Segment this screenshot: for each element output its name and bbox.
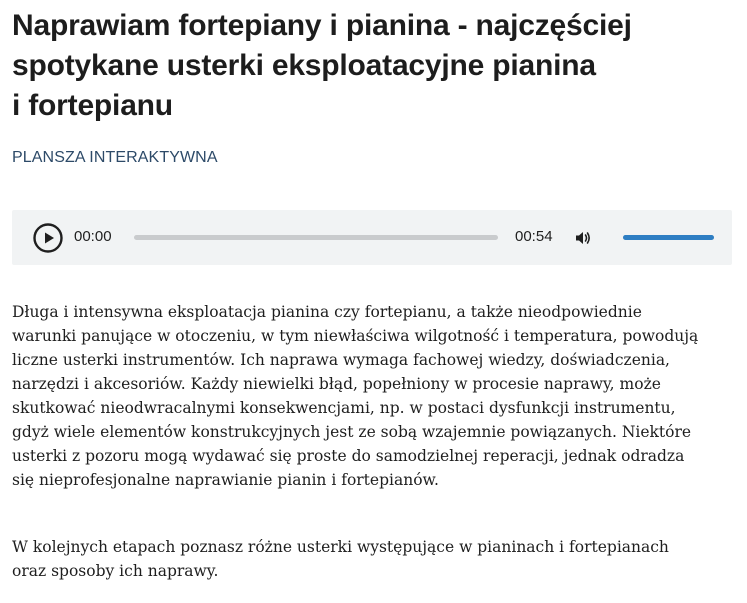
volume-level: [623, 235, 714, 240]
next-steps-paragraph: [12, 535, 669, 583]
paragraph-line: Długa i intensywna eksploatacja pianina czy fortepianu, a także nieodpowiednie: [12, 303, 642, 321]
paragraph-line: gdyż wiele elementów konstrukcyjnych jest ze sobą wzajemnie powiązanych. Niektóre: [12, 423, 692, 441]
seek-bar[interactable]: [134, 235, 498, 240]
paragraph-line: narzędzi i akcesoriów. Każdy niewielki błąd, popełniony w procesie naprawy, może: [12, 375, 661, 393]
paragraph-line: W kolejnych etapach poznasz różne usterki występujące w pianinach i fortepianach: [12, 538, 669, 556]
audio-player: [12, 210, 732, 265]
paragraph-line: oraz sposoby ich naprawy.: [12, 562, 219, 580]
page-subtitle: PLANSZA INTERAKTYWNA: [12, 149, 218, 166]
play-circle-icon: [32, 222, 64, 254]
intro-paragraph: [12, 300, 698, 492]
paragraph-line: usterki z pozoru mogą wydawać się proste do samodzielnej reperacji, jednak odradza: [12, 447, 685, 465]
page-title-line: i fortepianu: [12, 89, 173, 122]
paragraph-line: liczne usterki instrumentów. Ich naprawa wymaga fachowej wiedzy, doświadczenia,: [12, 351, 670, 369]
page-title: [12, 6, 732, 126]
current-time: 00:00: [74, 228, 112, 245]
paragraph-line: się nieprofesjonalne naprawianie pianin i fortepianów.: [12, 471, 439, 489]
mute-button[interactable]: [574, 229, 592, 247]
speaker-volume-icon: [574, 229, 592, 247]
paragraph-line: skutkować nieodwracalnymi konsekwencjami, np. w postaci dysfunkcji instrumentu,: [12, 399, 676, 417]
paragraph-line: warunki panujące w otoczeniu, w tym niewłaściwa wilgotność i temperatura, powodują: [12, 327, 699, 345]
play-button[interactable]: [32, 222, 64, 254]
page-title-line: spotykane usterki eksploatacyjne pianina: [12, 49, 596, 82]
volume-slider[interactable]: [623, 235, 714, 240]
total-time: 00:54: [515, 228, 553, 245]
page-title-line: Naprawiam fortepiany i pianina - najczęściej: [12, 9, 632, 42]
